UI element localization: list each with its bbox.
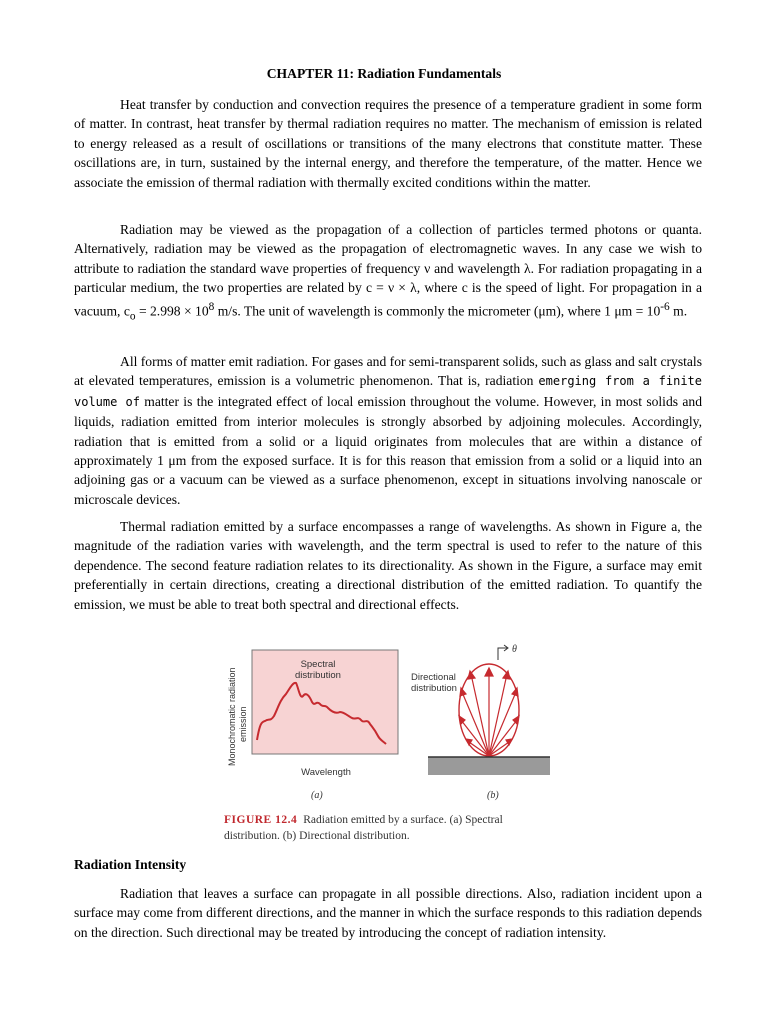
figure-12-4 bbox=[224, 638, 554, 848]
paragraph-2-sub: o bbox=[129, 309, 136, 322]
figure-caption-text-1: Radiation emitted by a surface. (a) Spectral bbox=[303, 814, 503, 826]
paragraph-2-text-d: m. bbox=[669, 303, 688, 319]
paragraph-3-text-a: All forms of matter emit radiation. For gases and for semi-transparent solids, such as glass and salt crystals at elevated temperatures, emission is a volumetric phenomenon. That is, radiation bbox=[74, 354, 702, 389]
paragraph-3-mono: emerging from a finite volume of bbox=[74, 374, 702, 409]
paragraph-2-text-a: Radiation may be viewed as the propagation of a collection of particles termed photons or quanta. Alternatively, radiation may be viewed as the propagation of electromagnetic waves. In any case we wish to attribute to radiation the standard wave properties of frequency ν and wavelength λ. For radiation propagating in a particular medium, the two properties are related by c = ν × λ, where c is the speed of light. For propagation in a vacuum, c bbox=[74, 222, 702, 319]
emission-rays bbox=[459, 668, 519, 756]
paragraph-5: Radiation that leaves a surface can propagate in all possible directions. Also, radiation incident upon a surface may come from different directions, and the manner in which the surface responds to this radiation depends on the direction. Such directional may be treated by introducing the concept of radiation intensity. bbox=[74, 886, 702, 940]
theta-symbol: θ bbox=[512, 644, 517, 655]
ray-right-1-head bbox=[503, 671, 510, 679]
a-panel-label: (a) bbox=[311, 790, 323, 801]
a-ylabel-line2: emission bbox=[238, 706, 248, 742]
ray-right-2-head bbox=[512, 688, 518, 696]
paragraph-2-text-b: = 2.998 × 10 bbox=[135, 303, 209, 319]
figure-caption-text-2: distribution. (b) Directional distribution. bbox=[224, 830, 410, 842]
chapter-title: CHAPTER 11: Radiation Fundamentals bbox=[266, 66, 502, 81]
a-ylabel-line1: Monochromatic radiation bbox=[227, 667, 237, 766]
paragraph-3-text-b: matter is the integrated effect of local emission throughout the volume. However, in most solids and liquids, radiation emitted from interior molecules is strongly absorbed by adjoining molecules. Accordingly, radiation that is emitted from a solid or a liquid originates from molecules that are within a distance of approximately 1 μm from the exposed surface. It is for this reason that emission from a solid or a liquid into an adjoining gas or a vacuum can be viewed as a surface phenomenon, except in situations involving nanoscale or microscale devices. bbox=[74, 393, 702, 507]
b-title-line2: distribution bbox=[411, 683, 457, 694]
a-title-line2: distribution bbox=[295, 670, 341, 681]
ray-0deg-head bbox=[485, 668, 493, 676]
paragraph-3 bbox=[74, 352, 702, 509]
paragraph-2-sup-2: -6 bbox=[660, 300, 670, 313]
b-panel-label: (b) bbox=[487, 790, 499, 801]
paragraph-1: Heat transfer by conduction and convection requires the presence of a temperature gradient in some form of matter. In contrast, heat transfer by thermal radiation requires no matter. The mechanism of emission is related to energy released as a result of oscillations or transitions of the many electrons that constitute matter. These oscillations are, in turn, sustained by the internal energy, and therefore the temperature, of the matter. Hence we associate the emission of thermal radiation with thermally excited conditions within the matter. bbox=[74, 97, 702, 190]
paragraph-4: Thermal radiation emitted by a surface encompasses a range of wavelengths. As shown in Figure a, the magnitude of the radiation varies with wavelength, and the term spectral is used to refer to the nature of this dependence. The second feature radiation relates to its directionality. As shown in the Figure, a surface may emit preferentially in certain directions, creating a directional distribution of the emitted radiation. To quantify the emission, we must be able to treat both spectral and directional effects. bbox=[74, 519, 702, 612]
paragraph-2-text-c: m/s. The unit of wavelength is commonly the micrometer (μm), where 1 μm = 10 bbox=[214, 303, 661, 319]
ray-left-2-head bbox=[460, 688, 466, 696]
paragraph-2 bbox=[74, 220, 702, 326]
figure-caption-label: FIGURE 12.4 bbox=[224, 814, 298, 826]
figure-graphics bbox=[224, 638, 554, 810]
b-title-line1: Directional bbox=[411, 672, 456, 683]
figure-caption bbox=[224, 812, 554, 844]
ray-left-1-head bbox=[468, 671, 475, 679]
a-title-line1: Spectral bbox=[300, 659, 336, 670]
a-xlabel: Wavelength bbox=[301, 767, 351, 778]
paragraph-2-sup-1: 8 bbox=[208, 300, 215, 313]
emitting-surface bbox=[428, 757, 550, 775]
section-heading: Radiation Intensity bbox=[74, 857, 187, 872]
